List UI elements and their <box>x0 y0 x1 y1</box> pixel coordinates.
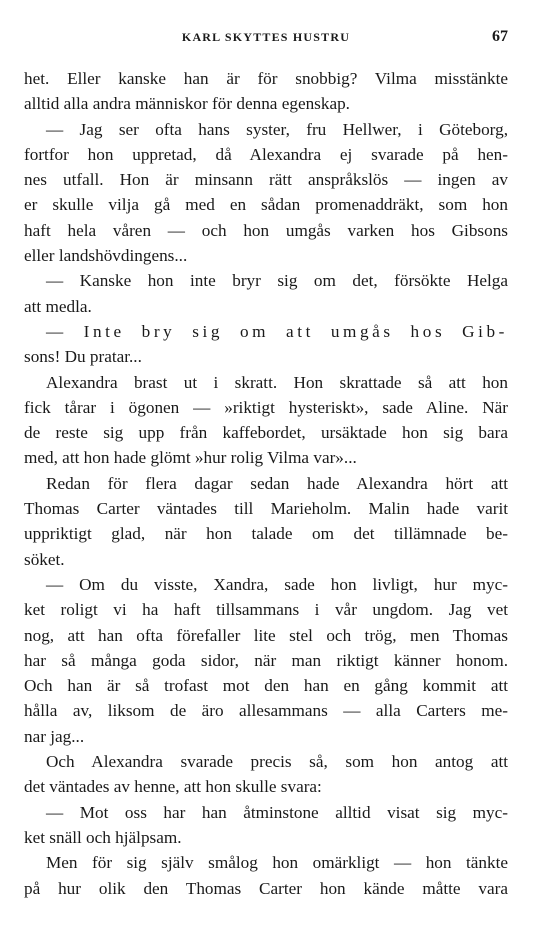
text-line: — Mot oss har han åtminstone alltid visat sig myc- <box>46 802 508 822</box>
text-line: nar jag... <box>24 726 85 746</box>
text-line: haft hela våren — och hon umgås varken hos Gibsons <box>24 220 508 240</box>
text-line: ket snäll och hjälpsam. <box>24 827 182 847</box>
text-line: alltid alla andra människor för denna egenskap. <box>24 94 350 114</box>
text-line: på hur olik den Thomas Carter hon kände måtte vara <box>24 878 508 898</box>
text-line: ket roligt vi ha haft tillsammans i vår ungdom. Jag vet <box>24 600 508 620</box>
text-line: har så många goda sidor, när man riktigt känner honom. <box>24 650 508 670</box>
text-line: söket. <box>24 549 65 569</box>
text-line: — Om du visste, Xandra, sade hon livligt, hur myc- <box>46 574 508 594</box>
text-line: med, att hon hade glömt »hur rolig Vilma var»... <box>24 448 357 468</box>
text-line: de reste sig upp från kaffebordet, ursäktade hon sig bara <box>24 423 508 443</box>
text-line: fortfor hon uppretad, då Alexandra ej svarade på hen- <box>24 144 508 164</box>
text-line: — Jag ser ofta hans syster, fru Hellwer, i Göteborg, <box>46 119 508 139</box>
text-line: er skulle vilja gå med en sådan promenaddräkt, som hon <box>24 195 508 215</box>
book-page <box>24 28 508 901</box>
text-line: uppriktigt glad, när hon talade om det tillämnade be- <box>24 524 508 544</box>
text-line: — Kanske hon inte bryr sig om det, försökte Helga <box>46 271 508 291</box>
text-line: Redan för flera dagar sedan hade Alexandra hört att <box>46 473 508 493</box>
text-line: hålla av, liksom de äro allesammans — alla Carters me- <box>24 701 508 721</box>
text-line: Men för sig själv smålog hon omärkligt — hon tänkte <box>46 853 508 873</box>
text-line: Och han är så trofast mot den han en gång kommit att <box>24 676 508 696</box>
text-line: att medla. <box>24 296 92 316</box>
text-line: Och Alexandra svarade precis så, som hon antog att <box>46 752 508 772</box>
text-line: eller landshövdingens... <box>24 246 188 266</box>
text-line: det väntades av henne, att hon skulle svara: <box>24 777 322 797</box>
text-line: sons! Du pratar... <box>24 347 142 367</box>
text-line: Alexandra brast ut i skratt. Hon skrattade så att hon <box>46 372 508 392</box>
text-line: fick tårar i ögonen — »riktigt hysteriskt», sade Aline. När <box>24 397 508 417</box>
text-line: het. Eller kanske han är för snobbig? Vilma misstänkte <box>24 69 508 88</box>
text-line: nes utfall. Hon är minsann rätt anspråkslös — ingen av <box>24 170 508 190</box>
page-number: 67 <box>492 28 508 45</box>
running-header <box>24 28 508 50</box>
text-line: — Inte bry sig om att umgås hos Gib- <box>46 321 508 341</box>
running-title: KARL SKYTTES HUSTRU <box>181 30 351 44</box>
text-line: Thomas Carter väntades till Marieholm. Malin hade varit <box>24 499 508 519</box>
body-text <box>24 66 508 901</box>
text-line: nog, att han ofta förefaller lite stel och trög, men Thomas <box>24 625 508 645</box>
